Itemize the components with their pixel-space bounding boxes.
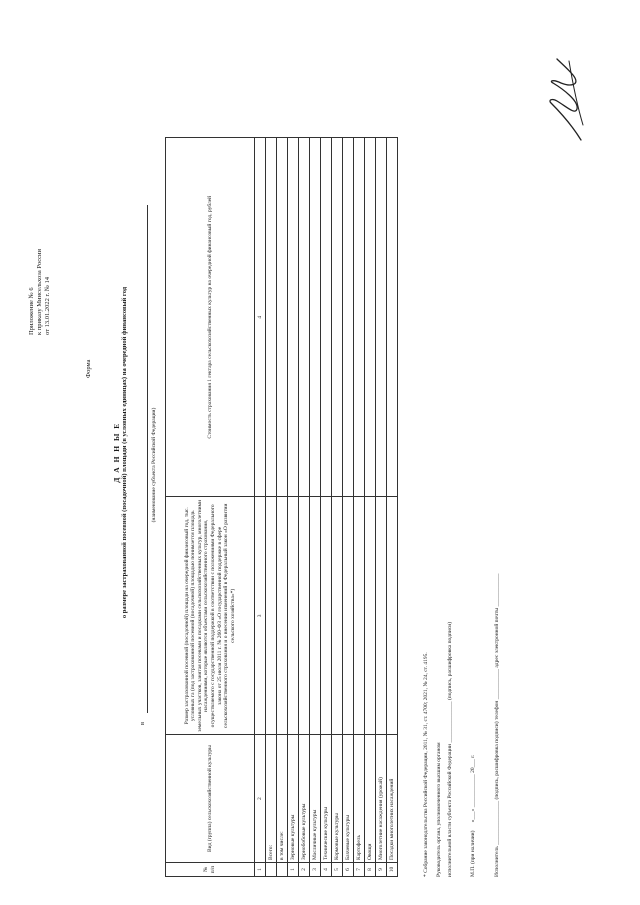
table-row [387, 138, 398, 877]
table-row [321, 138, 332, 877]
row-cost-cell [387, 138, 398, 497]
row-cost-cell [266, 138, 277, 497]
executor-phone-blank: ___________ [494, 669, 500, 700]
executor-line [494, 574, 500, 877]
row-number: 10 [387, 863, 398, 877]
table-row [277, 138, 288, 877]
row-cost-cell [354, 138, 365, 497]
header-insurance-cost: Стоимость страхования 1 гектара сельскохозяйственных культур на очередной финансовый год, рублей [166, 138, 255, 497]
row-area-cell [277, 497, 288, 735]
table-row [343, 138, 354, 877]
appendix-line-1: Приложение № 6 [28, 287, 35, 335]
row-crop-label: Овощи [365, 735, 376, 863]
row-number: 3 [310, 863, 321, 877]
row-number: 7 [354, 863, 365, 877]
row-cost-cell [321, 138, 332, 497]
row-crop-label: Бахчевые культуры [343, 735, 354, 863]
row-cost-cell [376, 138, 387, 497]
row-area-cell [343, 497, 354, 735]
table-body [255, 138, 398, 877]
row-area-cell [332, 497, 343, 735]
row-crop-label: Зернобобовые культуры [299, 735, 310, 863]
row-cost-cell [343, 138, 354, 497]
appendix-line-3: от 13.01.2022 г. № 14 [44, 276, 51, 335]
row-area-cell [387, 497, 398, 735]
header-insured-area: Размер застрахованной посевной (посадочной) площади на очередной финансовый год, тыс. условных га (под застрахованной посевной (посадочной) площадью понимается площадь земельных участков, занятая посевами и посадками сельскохозяйственных культур, многолетними насаждениями, которые являются объектами сельскохозяйственного страхования, осуществляемого с государственной поддержкой в соответствии с положениями Федерального закона от 25 июля 2011 г. № 260-ФЗ «О государственной поддержке в сфере сельскохозяйственного страхования и о внесении изменений в Федеральный закон «О развитии сельского хозяйства»*) [166, 497, 255, 735]
row-crop-label: Масличные культуры [310, 735, 321, 863]
stamp-mp: М.П. (при наличии) [470, 830, 476, 877]
document-title: Д А Н Н Ы Е [112, 422, 121, 483]
signatory-line-1: Руководитель органа, уполномоченного высшим органом [436, 742, 442, 877]
row-area-cell [376, 497, 387, 735]
table-row [365, 138, 376, 877]
signatory-blank: _______________ [447, 701, 453, 743]
signatory-org: исполнительной власти субъекта Российской Федерации [447, 744, 453, 877]
appendix-line-2: к приказу Минсельхоза России [36, 249, 43, 335]
index-cell: 1 [255, 863, 266, 877]
table-index-row [255, 138, 266, 877]
row-area-cell [365, 497, 376, 735]
stamp-date: «___» ____________ 20___ г. [470, 754, 476, 823]
row-cost-cell [288, 138, 299, 497]
stamp-line [470, 755, 476, 877]
row-area-cell [299, 497, 310, 735]
row-cost-cell [299, 138, 310, 497]
row-number: 5 [332, 863, 343, 877]
index-cell: 3 [255, 497, 266, 735]
row-crop-label: в том числе: [277, 735, 288, 863]
row-crop-label: Всего: [266, 735, 277, 863]
appendix-note [28, 249, 52, 335]
table-row [299, 138, 310, 877]
table-row [332, 138, 343, 877]
in-prefix: в [139, 721, 146, 725]
signatory-line-2 [447, 622, 453, 877]
row-number: 6 [343, 863, 354, 877]
subject-caption: (наименование субъекта Российской Федерации) [151, 407, 157, 523]
row-cost-cell [365, 138, 376, 497]
row-number [266, 863, 277, 877]
row-crop-label: Картофель [354, 735, 365, 863]
row-area-cell [321, 497, 332, 735]
footnote: * Собрание законодательства Российской Федерации, 2011, № 31, ст. 4700; 2021, № 24, ст. 4195. [423, 652, 429, 877]
header-crop-type: Вид (группа) сельскохозяйственной культуры [166, 735, 255, 863]
row-crop-label: Посадки многолетних насаждений [387, 735, 398, 863]
row-number: 9 [376, 863, 387, 877]
executor-email-label: адрес электронной почты [494, 607, 500, 668]
row-crop-label: Многолетние насаждения (урожай) [376, 735, 387, 863]
subject-underline [147, 205, 148, 713]
form-label: Форма [85, 359, 92, 378]
row-cost-cell [310, 138, 321, 497]
executor-label: Исполнитель [494, 846, 500, 877]
executor-phone-label: телефон [494, 700, 500, 721]
table-header-row [166, 138, 255, 877]
row-crop-label: Зерновые культуры [288, 735, 299, 863]
row-cost-cell [332, 138, 343, 497]
table-row [288, 138, 299, 877]
table-row [376, 138, 387, 877]
executor-blank: ________________ [494, 800, 500, 845]
index-cell: 2 [255, 735, 266, 863]
row-crop-label: Технические культуры [321, 735, 332, 863]
data-table [165, 137, 398, 877]
document-subtitle: о размере застрахованной посевной (посадочной) площади (в условных единицах) на очередной финансовый год [121, 286, 128, 619]
index-cell: 4 [255, 138, 266, 497]
row-area-cell [310, 497, 321, 735]
row-number [277, 863, 288, 877]
header-number: № п/п [166, 863, 255, 877]
row-number: 1 [288, 863, 299, 877]
handwritten-signature [543, 55, 588, 145]
executor-caption: (подпись, расшифровка подписи) [494, 721, 500, 800]
row-number: 8 [365, 863, 376, 877]
executor-email-blank: ____________ [494, 573, 500, 607]
row-number: 2 [299, 863, 310, 877]
row-area-cell [288, 497, 299, 735]
table-row [266, 138, 277, 877]
subject-line [139, 205, 146, 725]
table-row [310, 138, 321, 877]
row-cost-cell [277, 138, 288, 497]
signatory-caption: (подпись, расшифровка подписи) [447, 621, 453, 701]
row-area-cell [354, 497, 365, 735]
table-row [354, 138, 365, 877]
row-crop-label: Кормовые культуры [332, 735, 343, 863]
row-area-cell [266, 497, 277, 735]
row-number: 4 [321, 863, 332, 877]
